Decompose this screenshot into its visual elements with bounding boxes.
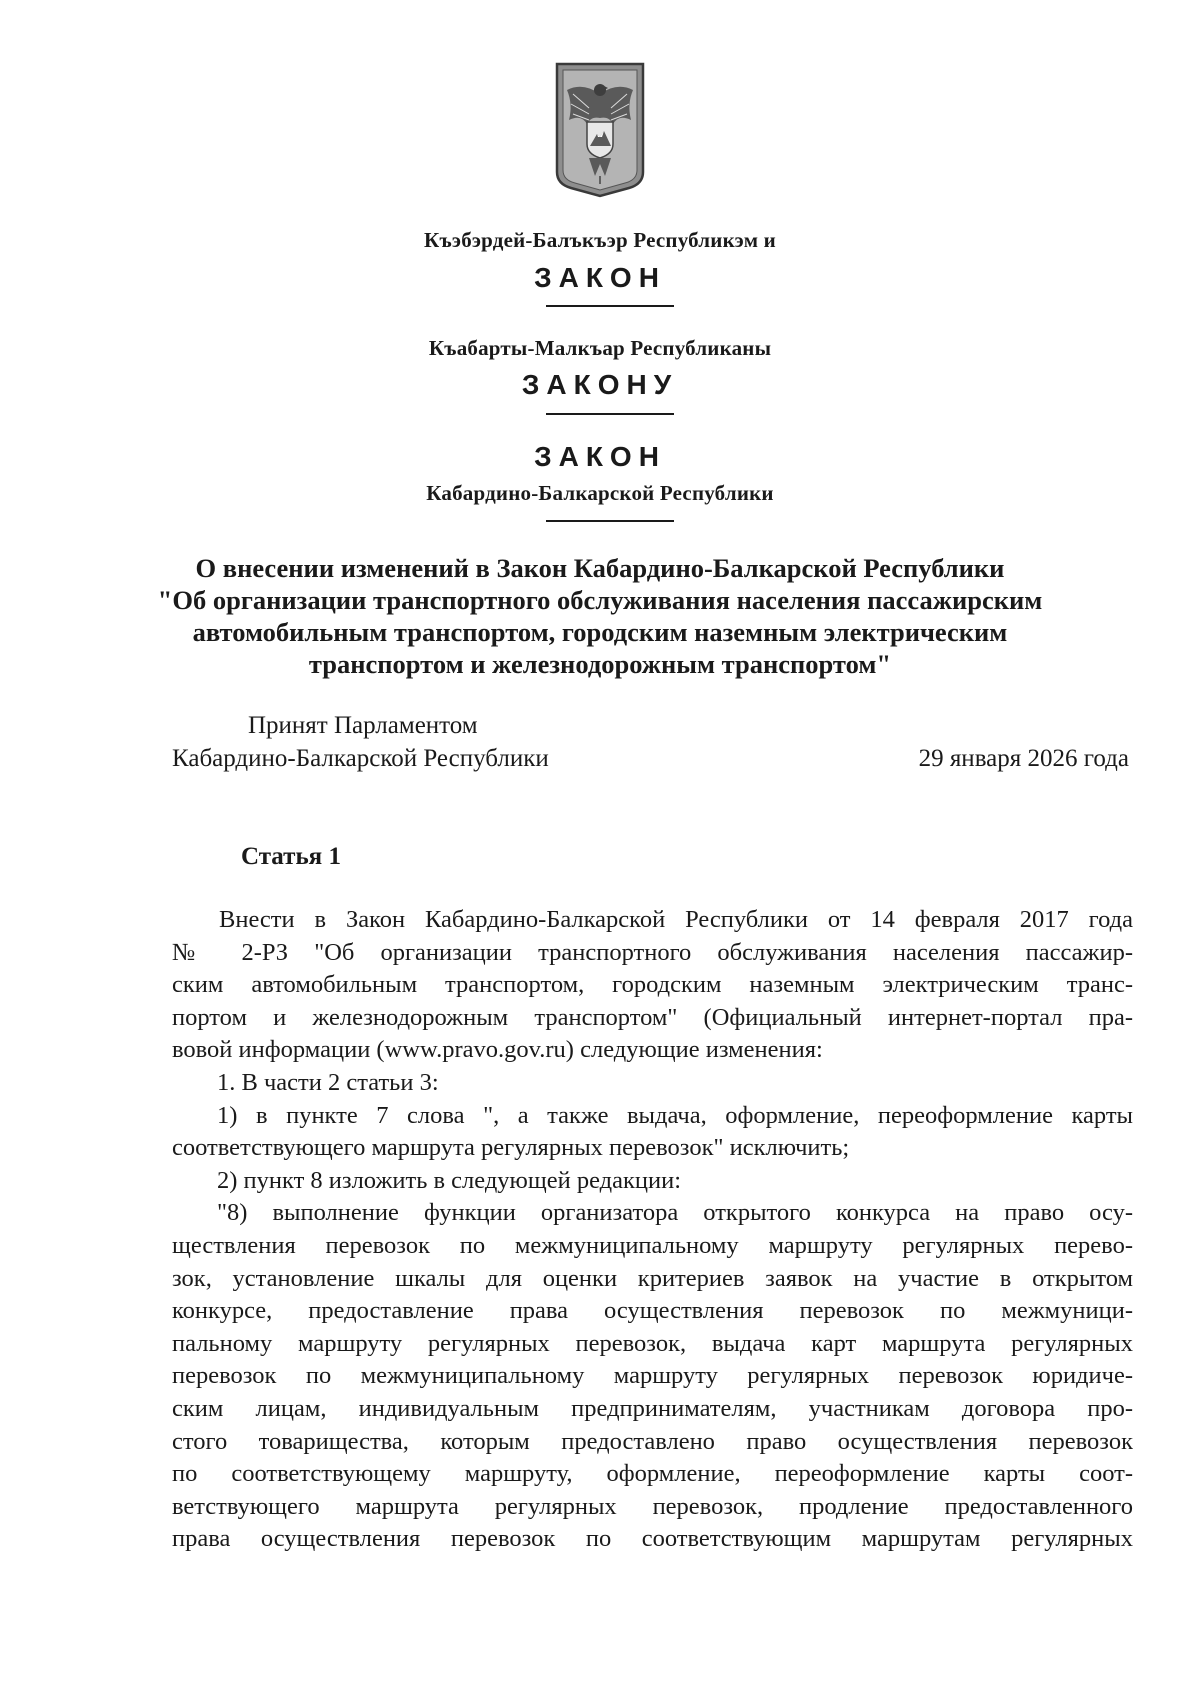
body-line: 1. В части 2 статьи 3: (217, 1068, 439, 1096)
body-line: ветствующего маршрута регулярных перевозок, продление предоставленного (172, 1492, 1133, 1520)
body-line: "8) выполнение функции организатора открытого конкурса на право осу- (217, 1199, 1133, 1227)
body-line: портом и железнодорожным транспортом" (Официальный интернет-портал пра- (172, 1003, 1133, 1031)
law-title (140, 552, 1060, 680)
body-line: вовой информации (www.pravo.gov.ru) следующие изменения: (172, 1036, 823, 1064)
divider-rule-1 (546, 305, 674, 307)
body-line: перевозок по межмуниципальному маршруту регулярных перевозок юридиче- (172, 1362, 1133, 1390)
kabardian-law-title: ЗАКОН (534, 262, 666, 293)
article-heading: Статья 1 (241, 843, 341, 870)
russian-law-title: ЗАКОН (534, 441, 666, 472)
divider-rule-3 (546, 520, 674, 522)
body-line: ским лицам, индивидуальным предпринимателям, участникам договора про- (172, 1394, 1133, 1422)
body-line: ществления перевозок по межмуниципальному маршруту регулярных перево- (172, 1231, 1133, 1259)
adopted-by-line: Принят Парламентом (248, 712, 478, 739)
balkar-law-title: ЗАКОНУ (521, 369, 679, 400)
body-line: Внести в Закон Кабардино-Балкарской Республики от 14 февраля 2017 года (219, 906, 1133, 933)
coat-of-arms-emblem (553, 60, 647, 200)
body-line: зок, установление шкалы для оценки критериев заявок на участие в открытом (172, 1264, 1133, 1292)
body-line: конкурсе, предоставление права осуществления перевозок по межмуници- (172, 1297, 1133, 1325)
article-body (172, 904, 1133, 1556)
body-line: стого товарищества, которым предоставлено право осуществления перевозок (172, 1427, 1133, 1455)
law-title-line: "Об организации транспортного обслуживания населения пассажирским (157, 585, 1043, 615)
body-line: соответствующего маршрута регулярных перевозок" исключить; (172, 1134, 850, 1162)
adopted-by-parliament: Кабардино-Балкарской Республики (172, 745, 549, 772)
law-title-line: автомобильным транспортом, городским наземным электрическим (192, 617, 1008, 647)
law-title-line: О внесении изменений в Закон Кабардино-Балкарской Республики (195, 553, 1005, 583)
body-line: пальному маршруту регулярных перевозок, выдача карт маршрута регулярных (172, 1329, 1133, 1357)
kabardian-republic-name: Къэбэрдей-Балъкъэр Республикэм и (424, 228, 776, 252)
body-line: 1) в пункте 7 слова ", а также выдача, оформление, переоформление карты (217, 1101, 1133, 1129)
divider-rule-2 (546, 413, 674, 415)
law-title-line: транспортом и железнодорожным транспортом" (308, 649, 892, 679)
body-line: права осуществления перевозок по соответствующим маршрутам регулярных (172, 1525, 1133, 1553)
adoption-date: 29 января 2026 года (918, 745, 1129, 772)
balkar-republic-name: Къабарты-Малкъар Республиканы (428, 336, 772, 360)
russian-republic-name: Кабардино-Балкарской Республики (426, 481, 774, 505)
body-line: по соответствующему маршруту, оформление, переоформление карты соот- (172, 1460, 1133, 1488)
body-line: № 2-РЗ "Об организации транспортного обслуживания населения пассажир- (172, 938, 1133, 966)
body-line: 2) пункт 8 изложить в следующей редакции: (217, 1166, 682, 1194)
body-line: ским автомобильным транспортом, городским наземным электрическим транс- (172, 971, 1133, 999)
